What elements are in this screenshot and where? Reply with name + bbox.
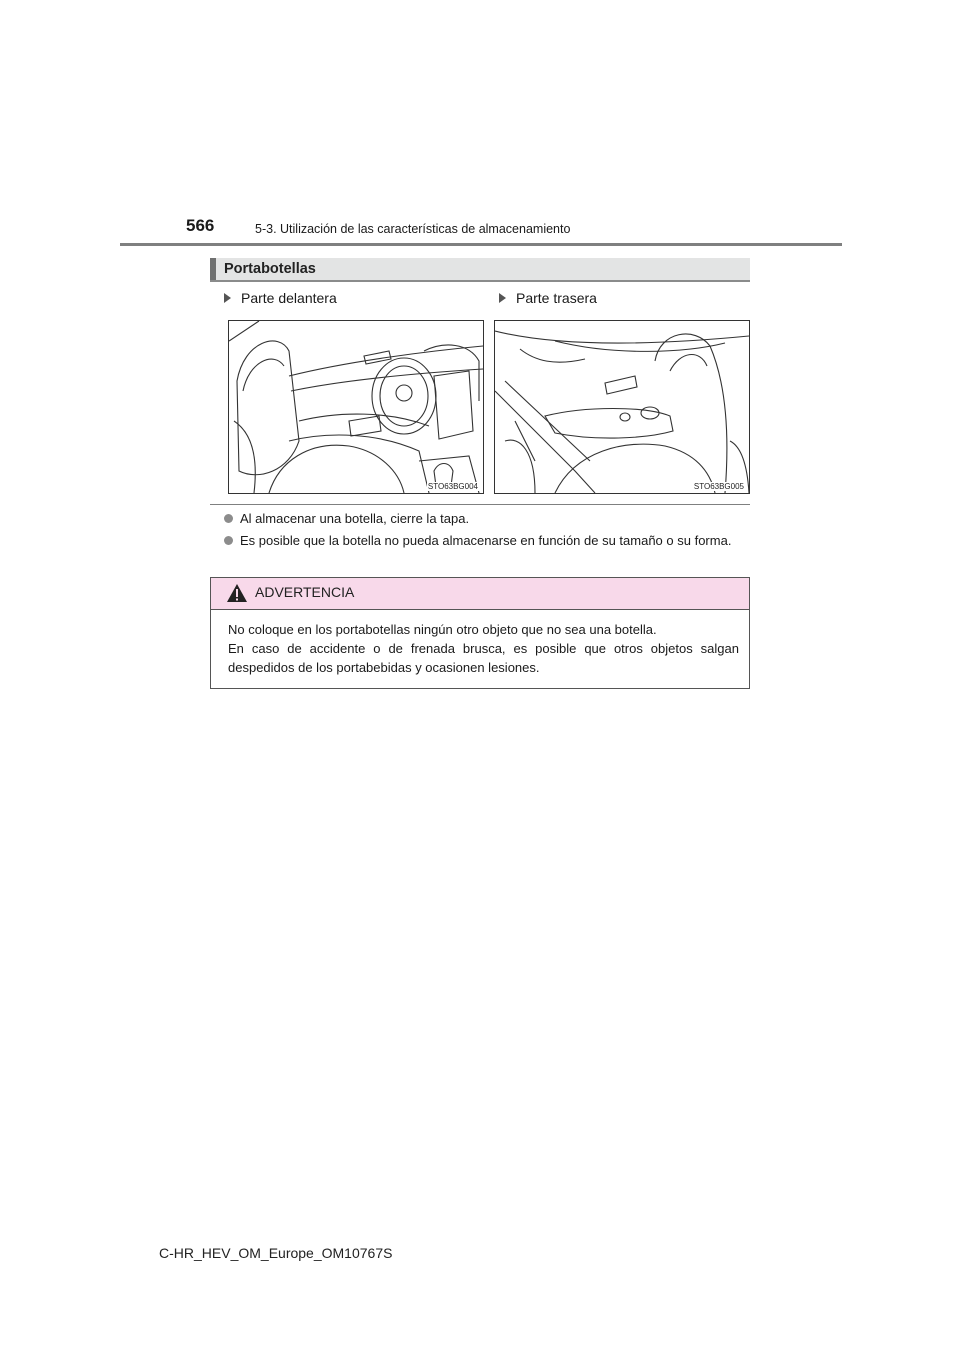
warning-box [210,577,750,689]
note-item [224,509,740,529]
breadcrumb: 5-3. Utilización de las características de almacenamiento [255,222,571,236]
note-item [224,531,740,551]
bullet-dot-icon [224,514,233,523]
figure-rear-illustration [494,320,750,494]
section-accent [210,258,216,280]
bullet-dot-icon [224,536,233,545]
warning-title: ADVERTENCIA [255,584,355,600]
figure-label-front [224,290,337,306]
rear-interior-drawing [495,321,749,493]
figure-label-front-text: Parte delantera [241,290,337,306]
warning-line: No coloque en los portabotellas ningún otro objeto que no sea una botella. [228,622,657,637]
triangle-right-icon [499,293,506,303]
figure-code-rear: STO63BG005 [693,482,744,491]
header-rule [120,243,842,246]
front-interior-drawing [229,321,483,493]
warning-body [211,610,749,677]
triangle-right-icon [224,293,231,303]
page-number: 566 [186,216,215,235]
body-rule [210,504,750,505]
figure-code-front: STO63BG004 [427,482,478,491]
footer-doc-id: C-HR_HEV_OM_Europe_OM10767S [159,1245,393,1261]
figure-label-rear [499,290,597,306]
note-text: Al almacenar una botella, cierre la tapa. [240,511,470,526]
warning-header [211,578,749,610]
note-text: Es posible que la botella no pueda almacenarse en función de su tamaño o su forma. [240,533,732,548]
section-title: Portabotellas [224,261,316,277]
warning-line: En caso de accidente o de frenada brusca, es posible que otros objetos salgan despedidos de los portabebidas y ocasionen lesiones. [228,641,739,675]
figure-front-illustration [228,320,484,494]
warning-triangle-icon [226,583,248,603]
section-header [210,258,750,282]
figure-label-rear-text: Parte trasera [516,290,597,306]
